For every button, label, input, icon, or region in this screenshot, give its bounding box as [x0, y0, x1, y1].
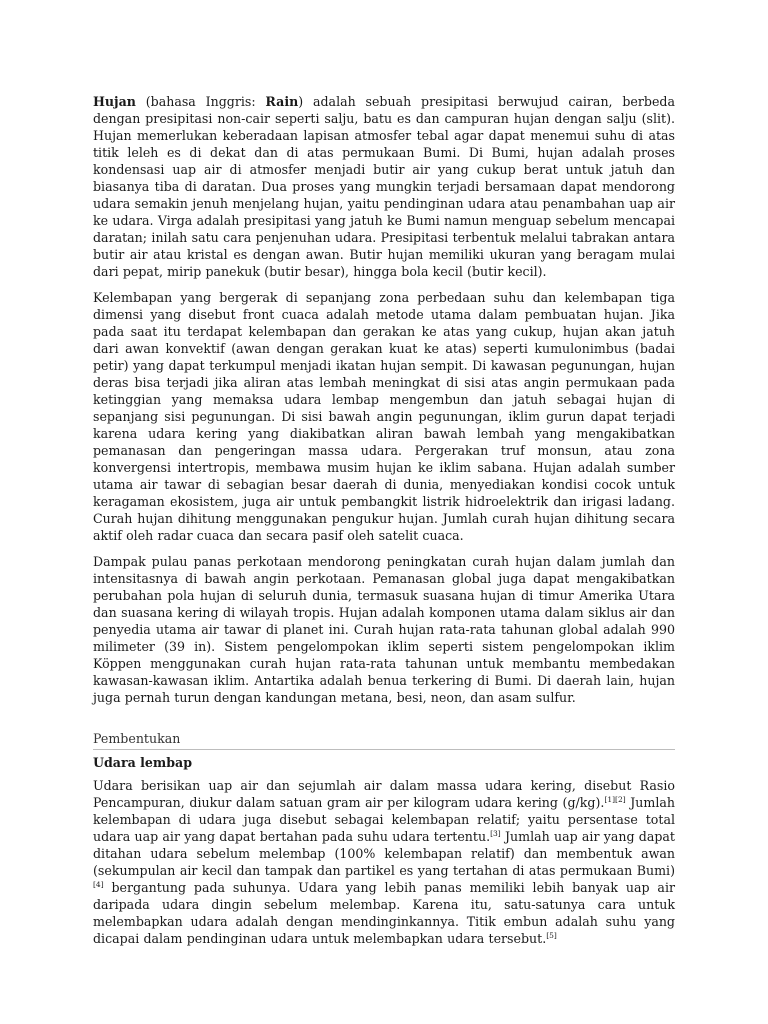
text-segment-3: Jumlah uap air yang dapat ditahan udara sebelum melembap (100% kelembapan relatif) dan membentuk awan (sekumpulan air kecil dan tampak dan partikel es yang tertahan di atas permukaan Bumi): [93, 829, 675, 878]
citation-ref[interactable]: [3]: [490, 829, 501, 838]
intro-text: ) adalah sebuah presipitasi berwujud cairan, berbeda dengan presipitasi non-cair seperti salju, batu es dan campuran hujan dengan salju (slit). Hujan memerlukan keberadaan lapisan atmosfer tebal agar dapat menemui suhu di atas titik leleh es di dekat dan di atas permukaan Bumi. Di Bumi, hujan adalah proses kondensasi uap air di atmosfer menjadi butir air yang cukup berat untuk jatuh dan biasanya tiba di daratan. Dua proses yang mungkin terjadi bersamaan dapat mendorong udara semakin jenuh menjelang hujan, yaitu pendinginan udara atau penambahan uap air ke udara. Virga adalah presipitasi yang jatuh ke Bumi namun menguap sebelum mencapai daratan; inilah satu cara penjenuhan udara. Presipitasi terbentuk melalui tabrakan antara butir air atau kristal es dengan awan. Butir hujan memiliki ukuran yang beragam mulai dari pepat, mirip panekuk (butir besar), hingga bola kecil (butir kecil).: [93, 94, 675, 279]
text-segment-2: Jumlah kelembapan di udara juga disebut sebagai kelembapan relatif; yaitu persentase total udara uap air yang dapat bertahan pada suhu udara tertentu.: [93, 795, 675, 844]
paragraph-udara-lembap: [93, 777, 675, 947]
text-segment-4: bergantung pada suhunya. Udara yang lebih panas memiliki lebih banyak uap air daripada udara dingin sebelum melembap. Karena itu, satu-satunya cara untuk melembapkan udara adalah dengan mendinginkannya. Titik embun adalah suhu yang dicapai dalam pendinginan udara untuk melembapkan udara tersebut.: [93, 880, 675, 946]
lang-open-text: (bahasa Inggris:: [135, 94, 266, 109]
document-page: [93, 93, 675, 956]
section-heading: Pembentukan: [93, 730, 675, 750]
english-term-bold: Rain: [265, 94, 299, 109]
text-segment-1: Udara berisikan uap air dan sejumlah air dalam massa udara kering, disebut Rasio Pencampuran, diukur dalam satuan gram air per kilogram udara kering (g/kg).: [93, 778, 675, 810]
citation-ref[interactable]: [1][2]: [604, 795, 626, 804]
paragraph-front-cuaca: Kelembapan yang bergerak di sepanjang zona perbedaan suhu dan kelembapan tiga dimensi yang disebut front cuaca adalah metode utama dalam pembuatan hujan. Jika pada saat itu terdapat kelembapan dan gerakan ke atas yang cukup, hujan akan jatuh dari awan konvektif (awan dengan gerakan kuat ke atas) seperti kumulonimbus (badai petir) yang dapat terkumpul menjadi ikatan hujan sempit. Di kawasan pegunungan, hujan deras bisa terjadi jika aliran atas lembah meningkat di sisi atas angin permukaan pada ketinggian yang memaksa udara lembap mengembun dan jatuh sebagai hujan di sepanjang sisi pegunungan. Di sisi bawah angin pegunungan, iklim gurun dapat terjadi karena udara kering yang diakibatkan aliran bawah lembah yang mengakibatkan pemanasan dan pengeringan massa udara. Pergerakan truf monsun, atau zona konvergensi intertropis, membawa musim hujan ke iklim sabana. Hujan adalah sumber utama air tawar di sebagian besar daerah di dunia, menyediakan kondisi cocok untuk keragaman ekosistem, juga air untuk pembangkit listrik hidroelektrik dan irigasi ladang. Curah hujan dihitung menggunakan pengukur hujan. Jumlah curah hujan dihitung secara aktif oleh radar cuaca dan secara pasif oleh satelit cuaca.: [93, 290, 675, 543]
intro-paragraph: [93, 93, 675, 280]
citation-ref[interactable]: [5]: [546, 931, 557, 940]
citation-ref[interactable]: [4]: [93, 880, 104, 889]
term-bold: Hujan: [93, 94, 136, 109]
subsection-heading: Udara lembap: [93, 755, 193, 770]
paragraph-pulau-panas: Dampak pulau panas perkotaan mendorong peningkatan curah hujan dalam jumlah dan intensitasnya di bawah angin perkotaan. Pemanasan global juga dapat mengakibatkan perubahan pola hujan di seluruh dunia, termasuk suasana hujan di timur Amerika Utara dan suasana kering di wilayah tropis. Hujan adalah komponen utama dalam siklus air dan penyedia utama air tawar di planet ini. Curah hujan rata-rata tahunan global adalah 990 milimeter (39 in). Sistem pengelompokan iklim seperti sistem pengelompokan iklim Köppen menggunakan curah hujan rata-rata tahunan untuk membantu membedakan kawasan-kawasan iklim. Antartika adalah benua terkering di Bumi. Di daerah lain, hujan juga pernah turun dengan kandungan metana, besi, neon, dan asam sulfur.: [93, 554, 675, 705]
